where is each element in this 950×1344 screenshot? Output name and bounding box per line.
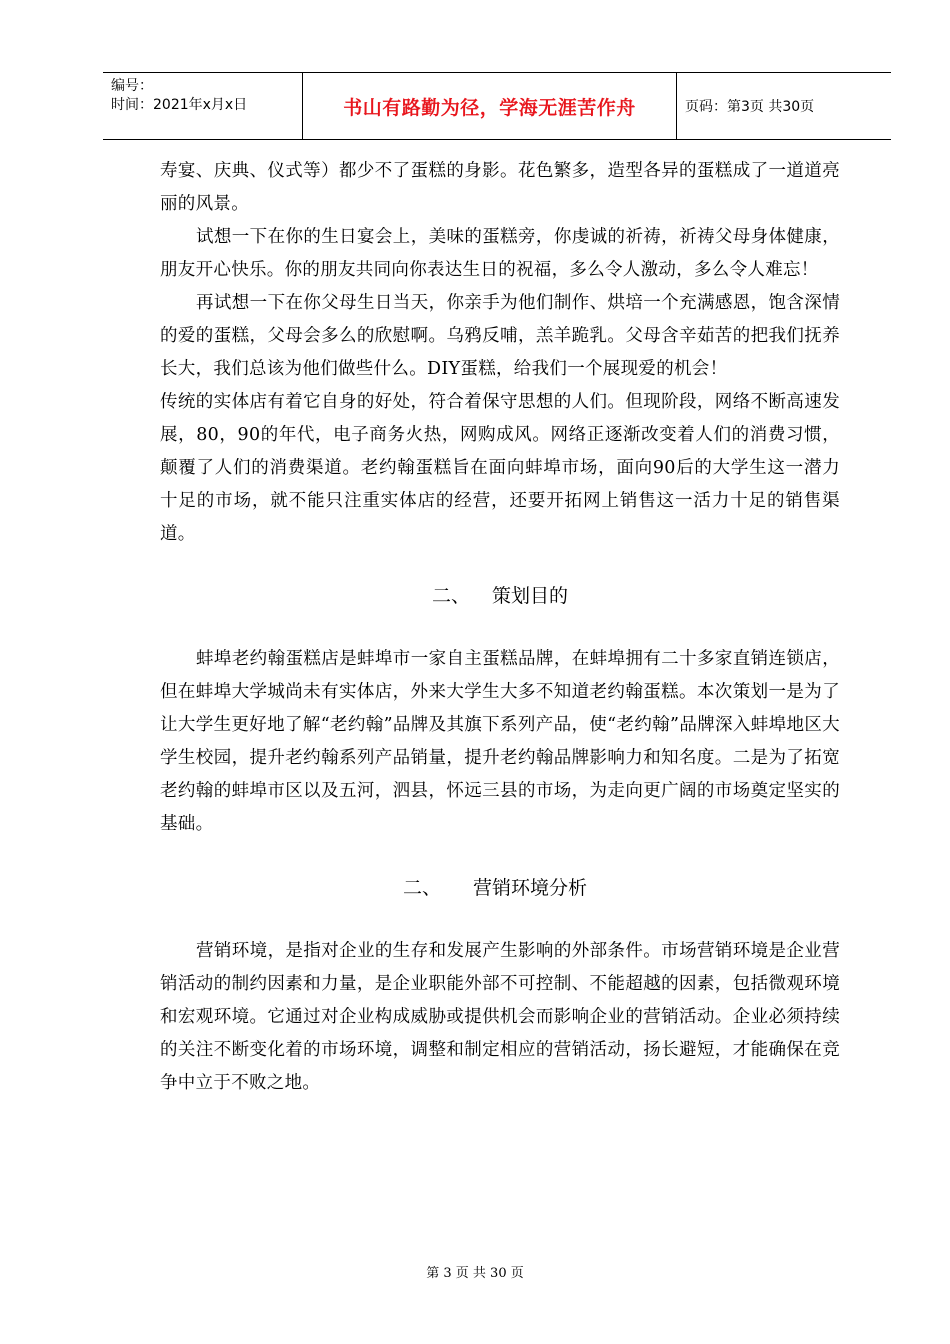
paragraph: 试想一下在你的生日宴会上，美味的蛋糕旁，你虔诚的祈祷，祈祷父母身体健康，朋友开心快乐。你的朋友共同向你表达生日的祝福，多么令人激动，多么令人难忘！ — [160, 227, 840, 280]
header-page-info: 页码：第3页 共30页 — [685, 99, 815, 115]
paragraph: 再试想一下在你父母生日当天，你亲手为他们制作、烘培一个充满感恩，饱含深情的爱的蛋糕，父母会多么的欣慰啊。乌鸦反哺，羔羊跪乳。父母含辛茹苦的把我们抚养长大，我们总该为他们做些什么。DIY蛋糕，给我们一个展现爱的机会！ — [160, 293, 840, 379]
doc-date: 时间：2021年x月x日 — [111, 97, 248, 113]
page-footer: 第 3 页 共 30 页 — [426, 1266, 524, 1281]
section-heading — [160, 581, 840, 611]
doc-number-label: 编号： — [111, 78, 153, 94]
section-number: 二、 — [402, 877, 441, 899]
section-number: 二、 — [431, 585, 470, 607]
paragraph: 蚌埠老约翰蛋糕店是蚌埠市一家自主蛋糕品牌，在蚌埠拥有二十多家直销连锁店，但在蚌埠大学城尚未有实体店，外来大学生大多不知道老约翰蛋糕。本次策划一是为了让大学生更好地了解“老约翰”品牌及其旗下系列产品，使“老约翰”品牌深入蚌埠地区大学生校园，提升老约翰系列产品销量，提升老约翰品牌影响力和知名度。二是为了拓宽老约翰的蚌埠市区以及五河，泗县，怀远三县的市场，为走向更广阔的市场奠定坚实的基础。 — [160, 649, 840, 834]
page-header — [103, 72, 891, 140]
section-title: 策划目的 — [492, 585, 569, 607]
paragraph: 传统的实体店有着它自身的好处，符合着保守思想的人们。但现阶段，网络不断高速发展，80，90的年代，电子商务火热，网购成风。网络正逐渐改变着人们的消费习惯，颠覆了人们的消费渠道。老约翰蛋糕旨在面向蚌埠市场，面向90后的大学生这一潜力十足的市场，就不能只注重实体店的经营，还要开拓网上销售这一活力十足的销售渠道。 — [160, 392, 840, 544]
header-motto: 书山有路勤为径，学海无涯苦作舟 — [303, 73, 677, 139]
section-heading — [160, 873, 840, 903]
paragraph: 寿宴、庆典、仪式等）都少不了蛋糕的身影。花色繁多，造型各异的蛋糕成了一道道亮丽的风景。 — [160, 161, 840, 214]
document-body — [160, 155, 840, 1100]
header-meta — [103, 73, 303, 139]
paragraph: 营销环境，是指对企业的生存和发展产生影响的外部条件。市场营销环境是企业营销活动的制约因素和力量，是企业职能外部不可控制、不能超越的因素，包括微观环境和宏观环境。它通过对企业构成威胁或提供机会而影响企业的营销活动。企业必须持续的关注不断变化着的市场环境，调整和制定相应的营销活动，扬长避短，才能确保在竞争中立于不败之地。 — [160, 941, 840, 1093]
section-title: 营销环境分析 — [473, 877, 588, 899]
